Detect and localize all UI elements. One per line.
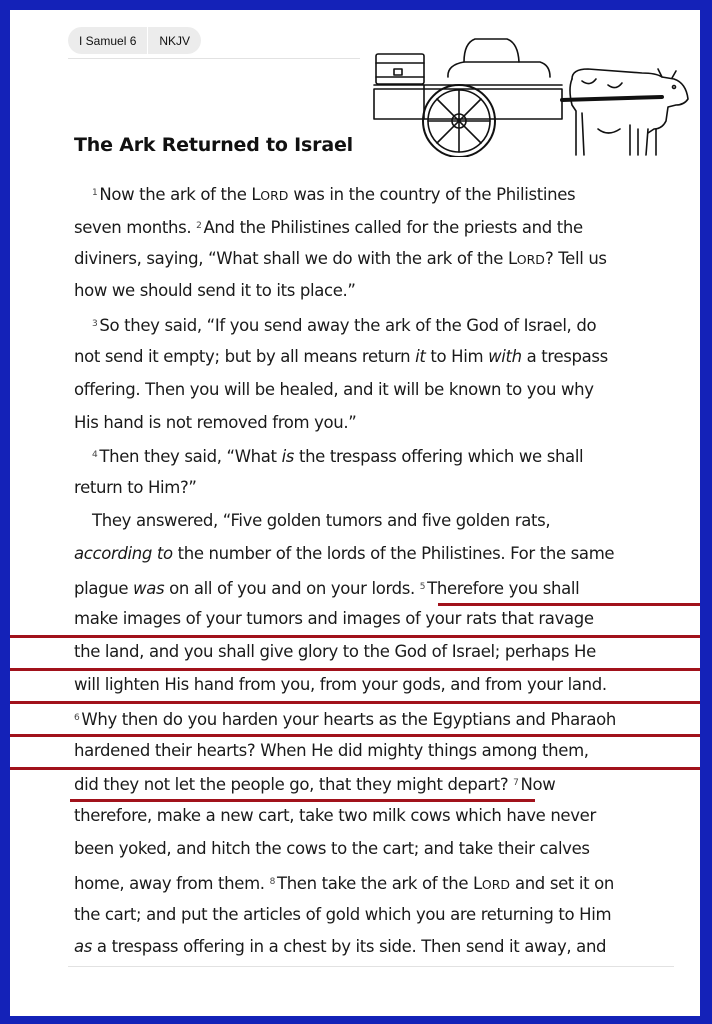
italic-text: is (281, 447, 295, 467)
text-run: Therefore you shall (427, 578, 580, 598)
verse-number: 2 (196, 220, 202, 231)
text-line (74, 767, 674, 800)
text-run: L (251, 185, 261, 204)
text-line (74, 439, 674, 472)
scripture-text (74, 177, 674, 964)
highlight-underline (438, 603, 700, 606)
verse-number: 6 (74, 712, 80, 723)
verse-number: 1 (92, 188, 98, 198)
text-run: So they said, “If you send away the ark of the God of Israel, do (99, 316, 597, 336)
text-run: did they not let the people go, that they might depart? (74, 775, 514, 795)
italic-text: with (488, 346, 522, 366)
text-run: a trespass offering in a chest by its side. Then send it away, and (92, 937, 607, 957)
text-line (74, 603, 674, 636)
text-run: and set it on (510, 873, 614, 893)
text-run: return to Him?” (74, 478, 197, 498)
text-run: the cart; and put the articles of gold which you are returning to Him (74, 904, 612, 924)
text-run: Then take the ark of the (276, 873, 474, 893)
section-heading: The Ark Returned to Israel (74, 134, 353, 156)
text-run: Now (520, 775, 556, 795)
highlight-underline (10, 635, 700, 638)
text-run: will lighten His hand from you, from your gods, and from your land. (74, 674, 607, 694)
highlight-underline (10, 767, 700, 770)
text-line (74, 177, 674, 210)
text-line (74, 275, 674, 308)
italic-text: was (133, 578, 165, 598)
small-caps-text: ORD (481, 876, 511, 892)
verse-number: 5 (419, 581, 426, 592)
text-line (74, 407, 674, 440)
text-run: Then they said, “What (99, 447, 282, 467)
text-line (74, 866, 674, 899)
verse-number: 3 (92, 319, 98, 330)
text-line (74, 308, 674, 341)
text-run: a trespass (521, 346, 608, 366)
text-run: the land, and you shall give glory to the God of Israel; perhaps He (74, 642, 596, 662)
italic-text: according to (74, 543, 173, 563)
verse-number: 7 (513, 778, 519, 789)
text-run: the number of the lords of the Philistines. For the same (172, 543, 615, 563)
text-line (74, 341, 674, 374)
text-run: His hand is not removed from you.” (74, 412, 357, 432)
text-line (74, 243, 674, 276)
text-run: therefore, make a new cart, take two milk cows which have never (74, 806, 596, 826)
ark-cart-illustration (372, 25, 690, 157)
small-caps-text: ORD (260, 188, 289, 203)
book-chapter-selector[interactable]: I Samuel 6 (79, 33, 137, 48)
italic-text: as (74, 937, 93, 957)
text-line (74, 931, 674, 964)
footer-divider (68, 966, 674, 967)
text-run: L (507, 248, 517, 268)
text-run: Why then do you harden your hearts as the Egyptians and Pharaoh (81, 709, 616, 729)
page (10, 10, 700, 1016)
text-line (74, 735, 674, 768)
chapter-toolbar (68, 27, 201, 54)
text-line (74, 800, 674, 833)
text-line (74, 538, 674, 571)
text-line (74, 669, 674, 702)
text-run: make images of your tumors and images of your rats that ravage (74, 609, 594, 629)
text-run: And the Philistines called for the priests and the (203, 217, 583, 237)
text-run: seven months. (74, 217, 197, 237)
text-run: not send it empty; but by all means return (74, 346, 416, 366)
text-line (74, 472, 674, 505)
text-line (74, 571, 674, 604)
text-line (74, 210, 674, 243)
highlight-underline (10, 734, 700, 737)
text-line (74, 374, 674, 407)
text-run: plague (74, 578, 134, 598)
highlight-underline (70, 799, 535, 802)
text-run: to Him (425, 346, 489, 366)
text-run: how we should send it to its place.” (74, 281, 356, 301)
text-run: Now the ark of the (99, 185, 252, 204)
verse-number: 4 (92, 450, 98, 461)
text-run: been yoked, and hitch the cows to the cart; and take their calves (74, 838, 590, 858)
text-run: They answered, “Five golden tumors and five golden rats, (92, 510, 551, 530)
text-line (74, 833, 674, 866)
text-line (74, 505, 674, 538)
italic-text: it (415, 346, 426, 366)
verse-number: 8 (269, 876, 275, 887)
text-line (74, 899, 674, 932)
highlight-underline (10, 668, 700, 671)
highlight-underline (10, 701, 700, 704)
version-selector[interactable]: NKJV (159, 33, 191, 48)
text-run: ? Tell us (544, 248, 607, 268)
text-run: hardened their hearts? When He did mighty things among them, (74, 740, 589, 760)
text-run: diviners, saying, “What shall we do with the ark of the (74, 248, 508, 268)
text-run: the trespass offering which we shall (294, 447, 584, 467)
text-run: home, away from them. (74, 873, 270, 893)
text-line (74, 636, 674, 669)
text-run: was in the country of the Philistines (288, 185, 576, 204)
header-divider (68, 58, 360, 59)
text-run: L (473, 873, 482, 893)
text-run: offering. Then you will be healed, and it will be known to you why (74, 379, 594, 399)
small-caps-text: ORD (516, 251, 545, 267)
text-run: on all of you and on your lords. (164, 578, 420, 598)
text-line (74, 702, 674, 735)
